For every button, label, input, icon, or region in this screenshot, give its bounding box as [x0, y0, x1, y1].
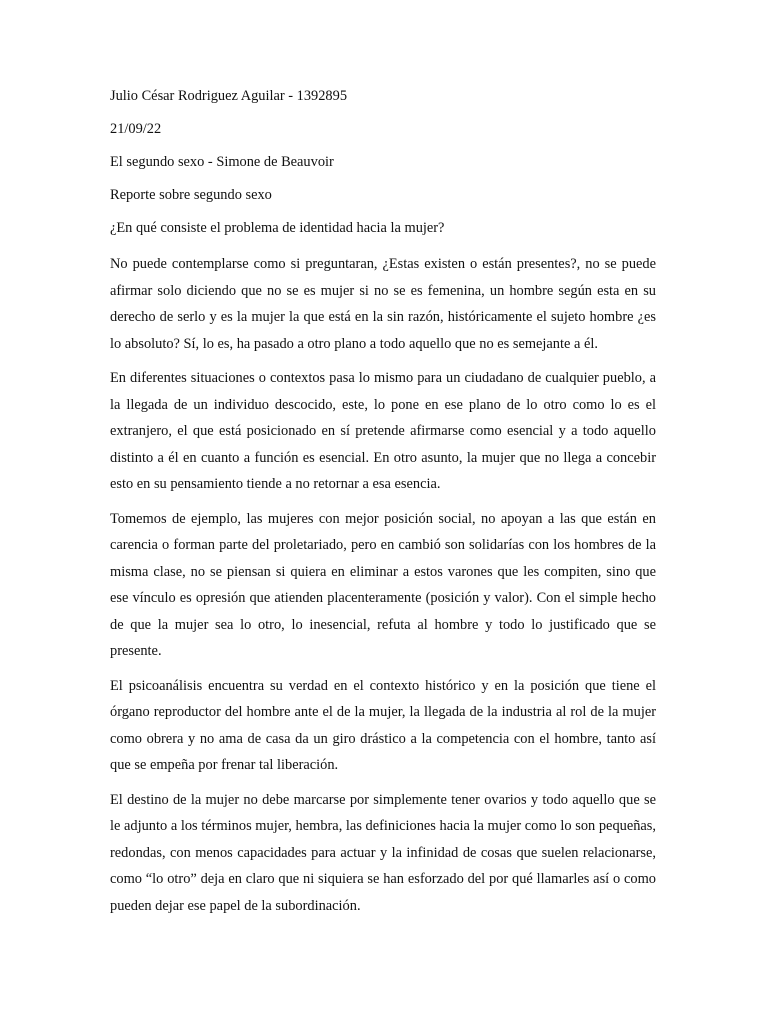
work-title: El segundo sexo - Simone de Beauvoir: [110, 154, 334, 170]
paragraph: Tomemos de ejemplo, las mujeres con mejor posición social, no apoyan a las que están en carencia o forman parte del proletariado, pero en cambió son solidarías con los hombres de la misma clase, no se piensan si quiera en eliminar a estos varones que les compiten, sino que ese vínculo es opresión que atienden placenteramente (posición y valor). Con el simple hecho de que la mujer sea lo otro, lo inesencial, refuta al hombre y todo lo justificado que se presente.: [110, 510, 656, 659]
question-heading: ¿En qué consiste el problema de identidad hacia la mujer?: [110, 220, 445, 236]
report-title: Reporte sobre segundo sexo: [110, 187, 272, 203]
paragraph: El destino de la mujer no debe marcarse por simplemente tener ovarios y todo aquello que se le adjunto a los términos mujer, hembra, las definiciones hacia la mujer como lo son pequeñas, redondas, con menos capacidades para actuar y la infinidad de cosas que suelen relacionarse, como “lo otro” deja en claro que ni siquiera se han esforzado del por qué llamarles así o como pueden dejar ese papel de la subordinación.: [110, 791, 656, 914]
paragraph: En diferentes situaciones o contextos pasa lo mismo para un ciudadano de cualquier pueblo, a la llegada de un individuo descocido, este, lo pone en ese plano de lo otro como lo es el extranjero, el que está posicionado en sí pretende afirmarse como esencial y a todo aquello distinto a él en cuanto a función es esencial. En otro asunto, la mujer que no llega a concebir esto en su pensamiento tiende a no retornar a esa esencia.: [110, 370, 656, 492]
date-line: 21/09/22: [110, 121, 162, 137]
author-line: Julio César Rodriguez Aguilar - 1392895: [110, 88, 348, 104]
document-body: [110, 86, 656, 919]
paragraph: El psicoanálisis encuentra su verdad en el contexto histórico y en la posición que tiene el órgano reproductor del hombre ante el de la mujer, la llegada de la industria al rol de la mujer como obrera y no ama de casa da un giro drástico a la competencia con el hombre, tanto así que se empeña por frenar tal liberación.: [110, 677, 656, 773]
paragraph: No puede contemplarse como si preguntaran, ¿Estas existen o están presentes?, no se puede afirmar solo diciendo que no se es mujer si no se es femenina, un hombre según esta en su derecho de serlo y es la mujer la que está en la sin razón, históricamente el sujeto hombre ¿es lo absoluto? Sí, lo es, ha pasado a otro plano a todo aquello que no es semejante a él.: [110, 256, 656, 352]
